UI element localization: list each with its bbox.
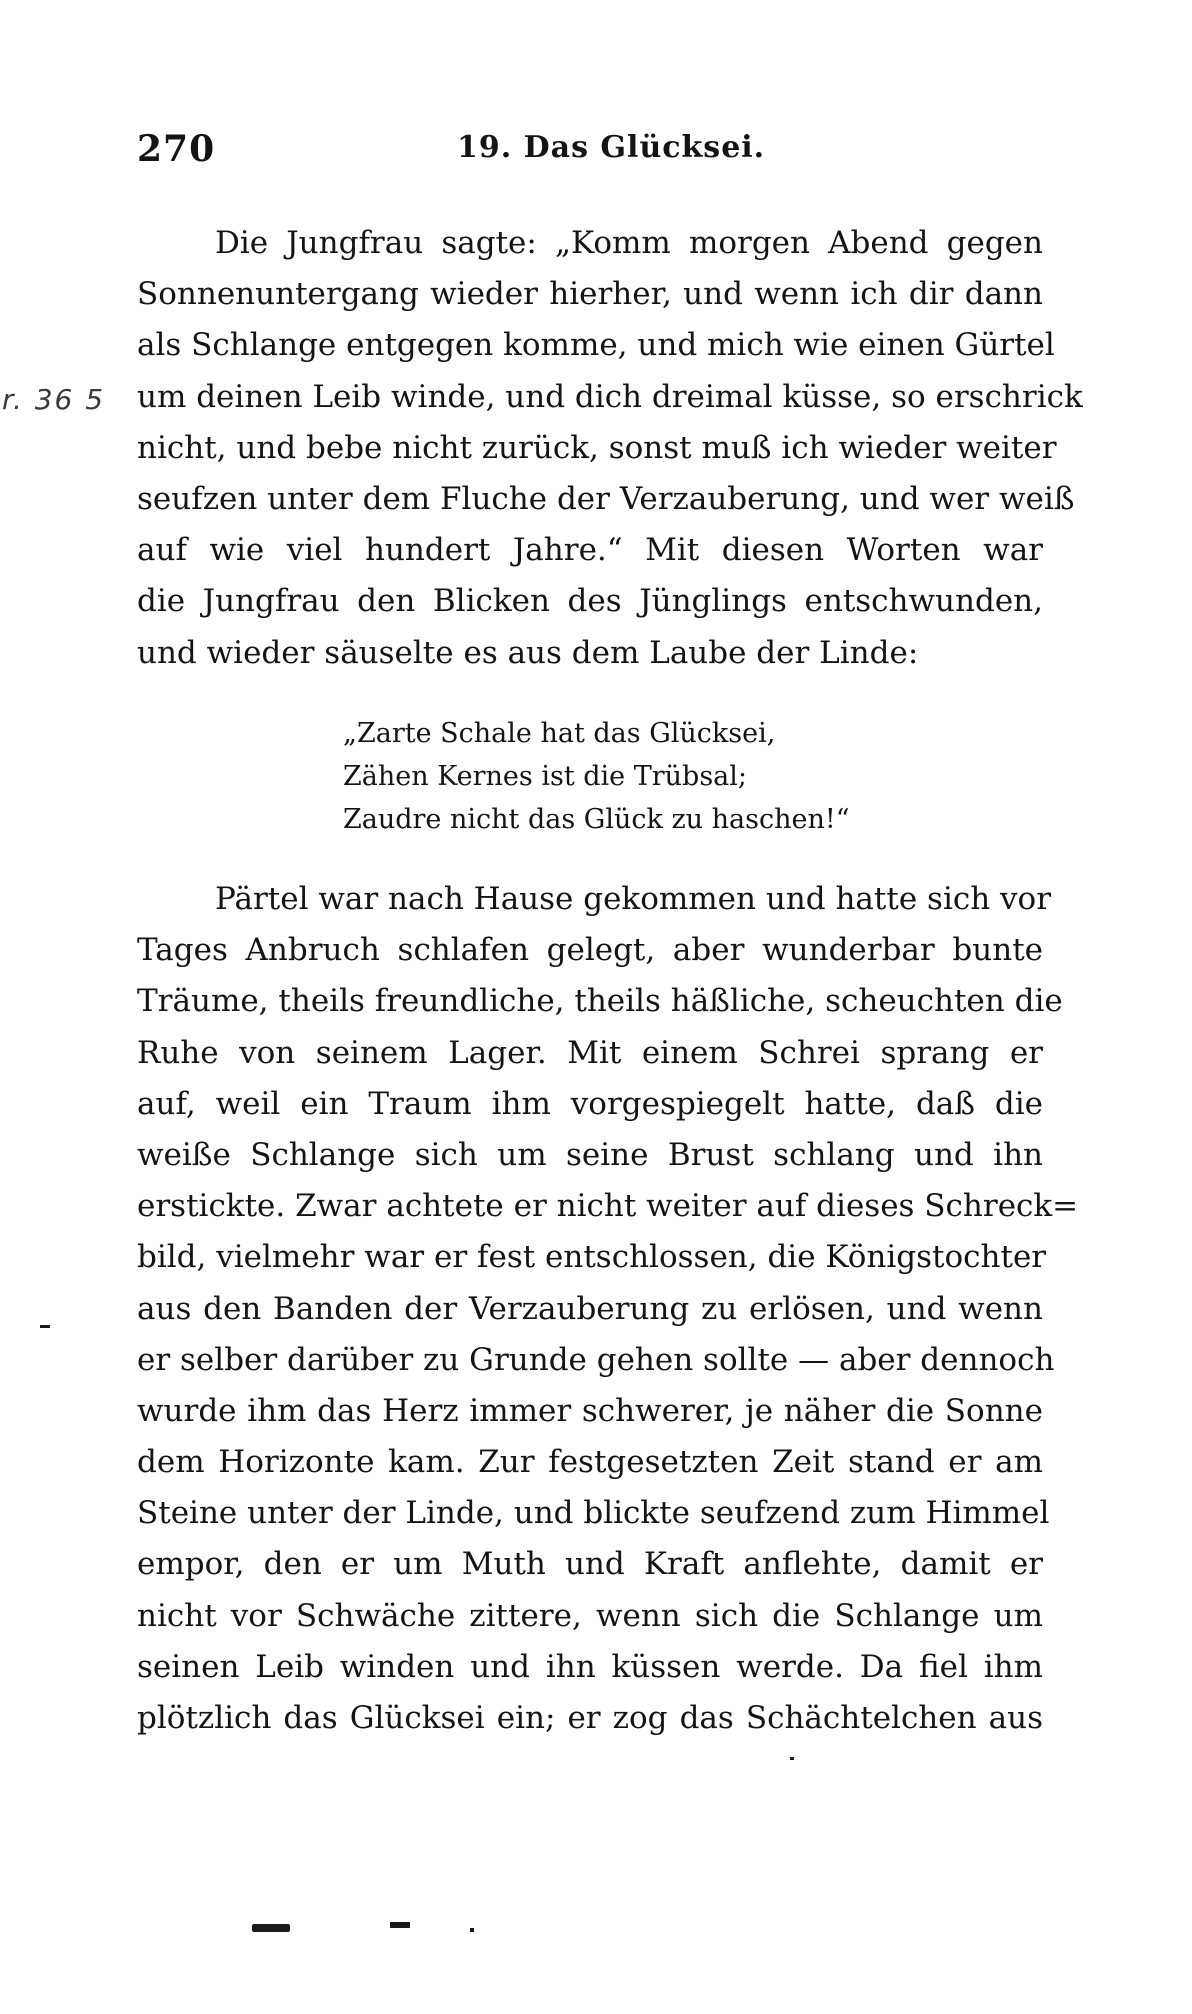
text-line: um deinen Leib winde, und dich dreimal küsse, so erschrick — [137, 378, 1083, 415]
text-line: und wieder säuselte es aus dem Laube der Linde: — [137, 634, 919, 671]
paragraph-1 — [137, 218, 1083, 679]
text-line: aus den Banden der Verzauberung zu erlösen, und wenn — [137, 1290, 1043, 1327]
text-line: Steine unter der Linde, und blickte seufzend zum Himmel — [137, 1495, 1050, 1532]
scan-speck — [470, 1928, 474, 1932]
verse-line: „Zarte Schale hat das Glücksei, — [343, 718, 776, 749]
text-line: dem Horizonte kam. Zur festgesetzten Zeit stand er am — [137, 1444, 1043, 1481]
text-line: die Jungfrau den Blicken des Jünglings entschwunden, — [137, 583, 1043, 620]
running-title: 19. Das Glücksei. — [457, 130, 766, 165]
text-line: weiße Schlange sich um seine Brust schlang und ihn — [137, 1136, 1043, 1173]
text-line: Pärtel war nach Hause gekommen und hatte sich vor — [215, 881, 1052, 917]
verse-line: Zaudre nicht das Glück zu haschen!“ — [343, 804, 850, 835]
scan-speck — [390, 1922, 410, 1928]
paragraph-2 — [137, 874, 1079, 1744]
scan-speck — [252, 1924, 290, 1932]
text-line: nicht vor Schwäche zittere, wenn sich die Schlange um — [137, 1597, 1043, 1634]
scan-speck — [40, 1325, 50, 1328]
scan-speck — [790, 1757, 794, 1760]
page-number: 270 — [137, 128, 216, 170]
text-line: bild, vielmehr war er fest entschlossen, die Königstochter — [137, 1239, 1047, 1276]
text-line: Tages Anbruch schlafen gelegt, aber wunderbar bunte — [137, 932, 1043, 969]
text-line: Träume, theils freundliche, theils häßliche, scheuchten die — [137, 983, 1063, 1020]
text-line: Sonnenuntergang wieder hierher, und wenn ich dir dann — [137, 276, 1043, 313]
text-line: auf wie viel hundert Jahre.“ Mit diesen Worten war — [137, 532, 1043, 569]
text-line: Die Jungfrau sagte: „Komm morgen Abend gegen — [215, 225, 1043, 261]
page-header — [137, 128, 1037, 178]
text-line: Ruhe von seinem Lager. Mit einem Schrei sprang er — [137, 1034, 1043, 1071]
text-line: empor, den er um Muth und Kraft anflehte, damit er — [137, 1546, 1043, 1583]
text-line: als Schlange entgegen komme, und mich wie einen Gürtel — [137, 327, 1055, 364]
verse-line: Zähen Kernes ist die Trübsal; — [343, 761, 748, 792]
text-line: wurde ihm das Herz immer schwerer, je näher die Sonne — [137, 1392, 1043, 1429]
text-line: auf, weil ein Traum ihm vorgespiegelt hatte, daß die — [137, 1085, 1043, 1122]
verse-block — [343, 712, 850, 841]
text-line: er selber darüber zu Grunde gehen sollte — aber dennoch — [137, 1341, 1055, 1378]
text-line: seufzen unter dem Fluche der Verzauberung, und wer weiß — [137, 480, 1075, 517]
text-line: erstickte. Zwar achtete er nicht weiter auf dieses Schreck= — [137, 1188, 1079, 1225]
text-line: nicht, und bebe nicht zurück, sonst muß ich wieder weiter — [137, 429, 1057, 466]
margin-annotation: r. 36 5 — [2, 383, 106, 416]
text-line: plötzlich das Glücksei ein; er zog das Schächtelchen aus — [137, 1700, 1043, 1736]
text-line: seinen Leib winden und ihn küssen werde. Da fiel ihm — [137, 1648, 1043, 1685]
